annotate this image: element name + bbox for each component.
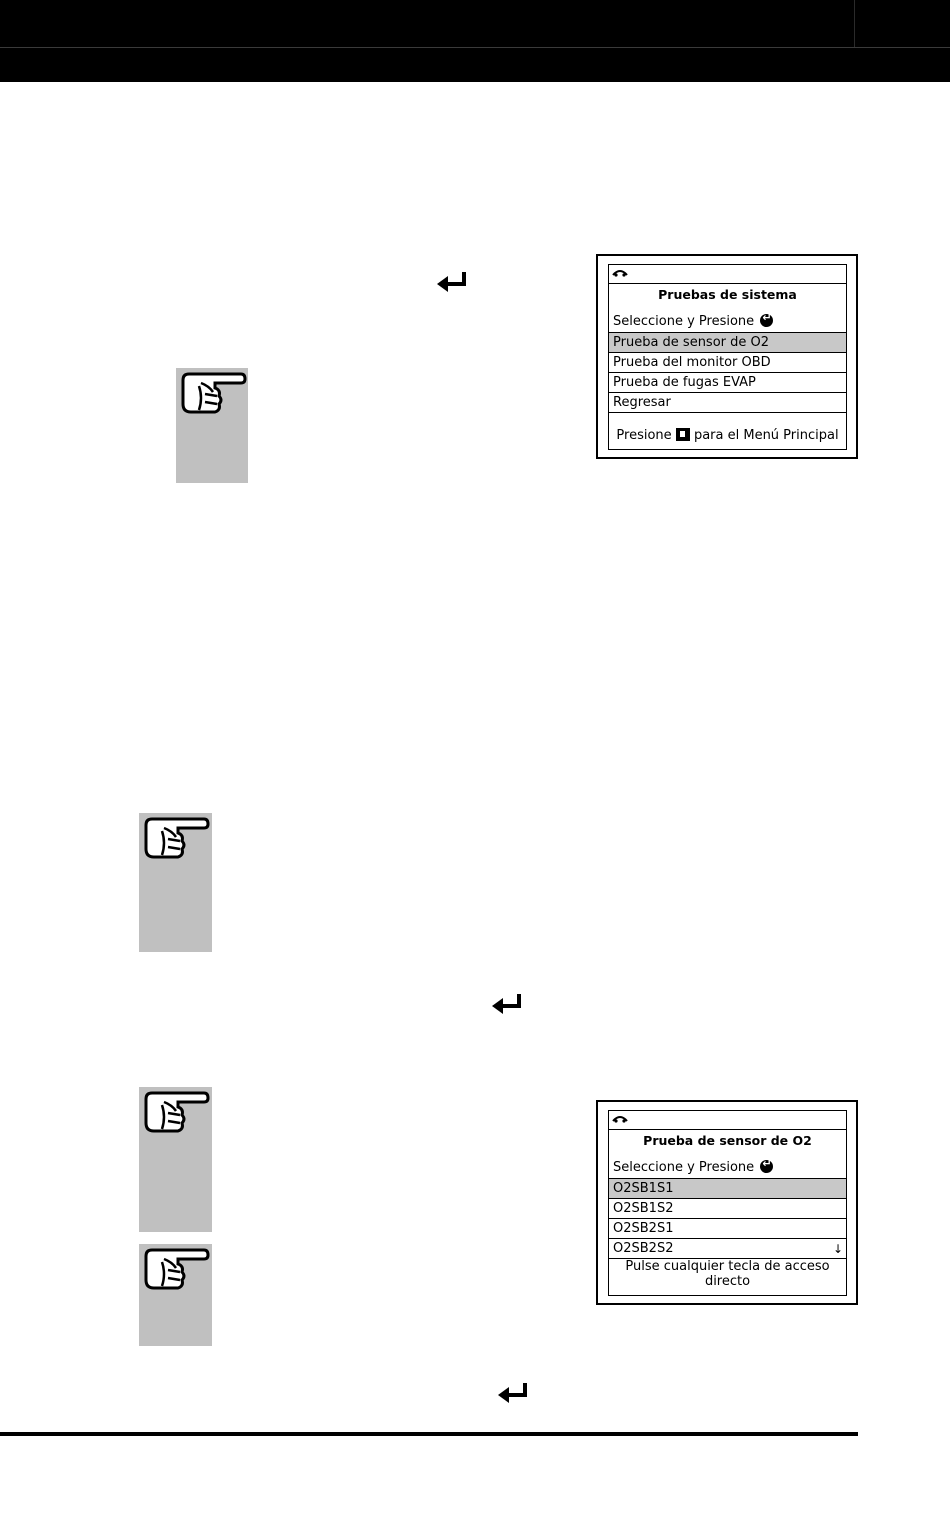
pointing-hand-icon bbox=[179, 370, 247, 418]
lcd-screen-system-tests bbox=[596, 254, 858, 459]
menu-item-o2sb2s1[interactable]: O2SB2S1 bbox=[609, 1218, 846, 1238]
note-box bbox=[176, 368, 248, 483]
lcd-display bbox=[608, 1110, 847, 1296]
menu-item-o2sb2s2[interactable] bbox=[609, 1238, 846, 1259]
page-header-bar bbox=[0, 0, 950, 82]
note-box bbox=[139, 1244, 212, 1346]
page-header-tab bbox=[854, 0, 950, 47]
enter-key-icon bbox=[435, 270, 469, 294]
menu-item-label: O2SB2S2 bbox=[613, 1241, 674, 1256]
lcd-prompt bbox=[613, 1160, 773, 1175]
scroll-down-arrow-icon[interactable]: ↓ bbox=[832, 1242, 843, 1256]
enter-key-icon bbox=[490, 992, 524, 1016]
enter-button-icon bbox=[760, 314, 773, 327]
menu-item-evap-leak-test[interactable]: Prueba de fugas EVAP bbox=[609, 372, 846, 392]
lcd-prompt-text: Seleccione y Presione bbox=[613, 314, 755, 329]
menu-item-obd-monitor-test[interactable]: Prueba del monitor OBD bbox=[609, 352, 846, 372]
lcd-title: Prueba de sensor de O2 bbox=[643, 1133, 812, 1148]
lcd-prompt bbox=[613, 314, 773, 329]
menu-item-o2sb1s2[interactable]: O2SB1S2 bbox=[609, 1198, 846, 1218]
vehicle-link-icon bbox=[612, 1115, 628, 1123]
menu-item-return[interactable]: Regresar bbox=[609, 392, 846, 413]
lcd-screen-o2-sensor-test bbox=[596, 1100, 858, 1305]
menu-item-o2-sensor-test[interactable]: Prueba de sensor de O2 bbox=[609, 332, 846, 352]
lcd-footer-line2: directo bbox=[704, 1274, 751, 1289]
lcd-footer-pre: Presione bbox=[616, 428, 672, 443]
lcd-prompt-text: Seleccione y Presione bbox=[613, 1160, 755, 1175]
menu-key-icon bbox=[676, 428, 690, 441]
lcd-title: Pruebas de sistema bbox=[658, 287, 797, 302]
pointing-hand-icon bbox=[142, 815, 210, 863]
vehicle-link-icon bbox=[612, 269, 628, 277]
footer-rule bbox=[0, 1432, 858, 1436]
lcd-status-bar bbox=[609, 1111, 846, 1130]
menu-item-o2sb1s1[interactable]: O2SB1S1 bbox=[609, 1178, 846, 1198]
lcd-footer-post: para el Menú Principal bbox=[693, 428, 839, 443]
lcd-footer bbox=[609, 428, 846, 443]
enter-key-icon bbox=[496, 1381, 530, 1405]
lcd-display bbox=[608, 264, 847, 450]
lcd-footer bbox=[609, 1259, 846, 1289]
header-divider bbox=[0, 47, 950, 48]
note-box bbox=[139, 813, 212, 952]
pointing-hand-icon bbox=[142, 1089, 210, 1137]
note-box bbox=[139, 1087, 212, 1232]
lcd-footer-line1: Pulse cualquier tecla de acceso bbox=[625, 1259, 830, 1274]
enter-button-icon bbox=[760, 1160, 773, 1173]
pointing-hand-icon bbox=[142, 1246, 210, 1294]
lcd-status-bar bbox=[609, 265, 846, 284]
